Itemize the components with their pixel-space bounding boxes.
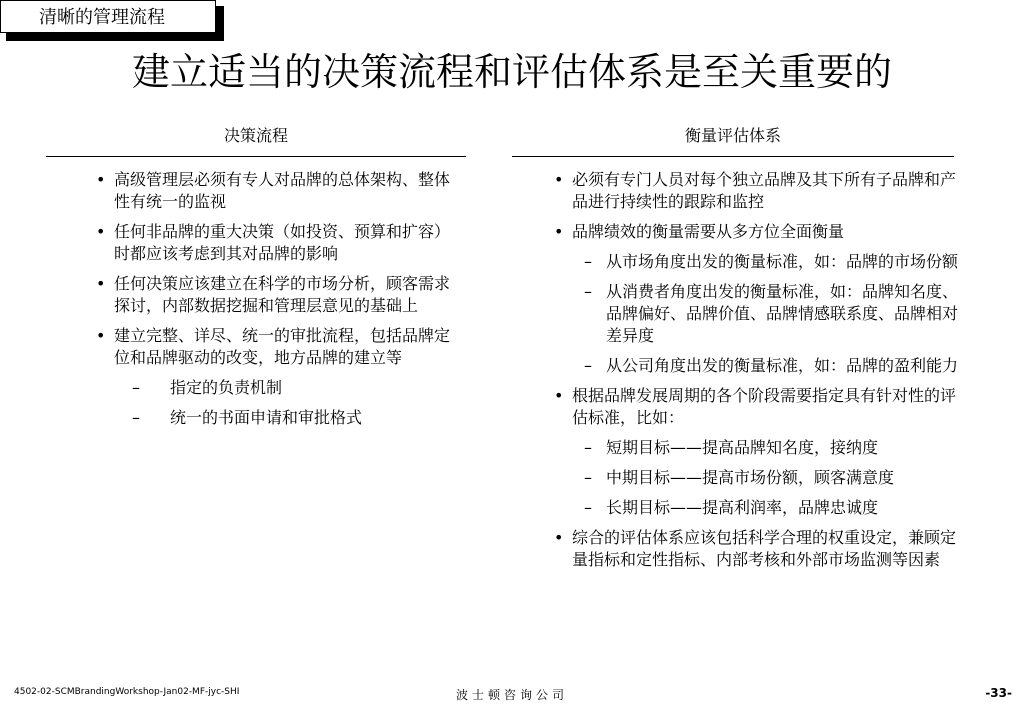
page-number: -33- — [985, 686, 1012, 700]
sub-item-text: 指定的负责机制 — [170, 378, 283, 397]
sub-item — [554, 437, 958, 459]
bullet-icon: • — [554, 386, 564, 405]
decision-process-column — [46, 126, 466, 437]
list-item — [554, 385, 958, 429]
section-tag: 清晰的管理流程 — [0, 0, 216, 33]
bullet-icon: • — [554, 528, 564, 547]
sub-item — [96, 377, 464, 399]
list-item-text: 建立完整、详尽、统一的审批流程，包括品牌定位和品牌驱动的改变，地方品牌的建立等 — [114, 326, 451, 367]
sub-item-text: 从消费者角度出发的衡量标准，如：品牌知名度、品牌偏好、品牌价值、品牌情感联系度、品牌相对差异度 — [606, 282, 959, 345]
bullet-icon: • — [96, 170, 106, 189]
list-item-text: 品牌绩效的衡量需要从多方位全面衡量 — [572, 222, 845, 241]
bullet-icon: • — [554, 170, 564, 189]
dash-icon: – — [132, 408, 140, 427]
decision-process-list — [46, 157, 464, 429]
sub-item — [554, 497, 958, 519]
list-item-text: 任何决策应该建立在科学的市场分析，顾客需求探讨，内部数据挖掘和管理层意见的基础上 — [114, 274, 451, 315]
sub-item — [554, 467, 958, 489]
sub-item-text: 从市场角度出发的衡量标准，如：品牌的市场份额 — [606, 252, 959, 271]
list-item — [96, 273, 464, 317]
dash-icon: – — [584, 252, 592, 271]
list-item-text: 根据品牌发展周期的各个阶段需要指定具有针对性的评估标准，比如： — [572, 386, 957, 427]
list-item — [554, 221, 958, 243]
evaluation-system-column — [512, 126, 959, 579]
footer-company-name: 波士顿咨询公司 — [455, 688, 568, 702]
page-title: 建立适当的决策流程和评估体系是至关重要的 — [131, 50, 892, 94]
list-item — [96, 169, 464, 213]
list-item-text: 任何非品牌的重大决策（如投资、预算和扩容）时都应该考虑到其对品牌的影响 — [114, 222, 451, 263]
sub-item-text: 长期目标——提高利润率，品牌忠诚度 — [606, 498, 879, 517]
dash-icon: – — [584, 282, 592, 301]
sub-item — [554, 251, 958, 273]
list-item-text: 综合的评估体系应该包括科学合理的权重设定，兼顾定量指标和定性指标、内部考核和外部市场监测等因素 — [572, 528, 957, 569]
sub-item — [554, 355, 958, 377]
list-item — [554, 527, 958, 571]
sub-item-text: 统一的书面申请和审批格式 — [170, 408, 363, 427]
sub-item — [96, 407, 464, 429]
bullet-icon: • — [96, 326, 106, 345]
footer-file-reference: 4502-02-SCMBrandingWorkshop-Jan02-MF-jyc-SHI — [14, 687, 240, 697]
dash-icon: – — [584, 498, 592, 517]
dash-icon: – — [584, 468, 592, 487]
sub-item-text: 从公司角度出发的衡量标准，如：品牌的盈利能力 — [606, 356, 959, 375]
sub-item-text: 中期目标——提高市场份额，顾客满意度 — [606, 468, 895, 487]
bullet-icon: • — [96, 222, 106, 241]
list-item-text: 高级管理层必须有专人对品牌的总体架构、整体性有统一的监视 — [114, 170, 451, 211]
list-item-text: 必须有专门人员对每个独立品牌及其下所有子品牌和产品进行持续性的跟踪和监控 — [572, 170, 957, 211]
list-item — [96, 325, 464, 369]
column-heading-decision: 决策流程 — [46, 126, 466, 157]
list-item — [96, 221, 464, 265]
sub-item — [554, 281, 958, 347]
list-item — [554, 169, 958, 213]
evaluation-system-list — [512, 157, 958, 571]
dash-icon: – — [584, 356, 592, 375]
dash-icon: – — [584, 438, 592, 457]
dash-icon: – — [132, 378, 140, 397]
column-heading-evaluation: 衡量评估体系 — [512, 126, 954, 157]
bullet-icon: • — [96, 274, 106, 293]
bullet-icon: • — [554, 222, 564, 241]
sub-item-text: 短期目标——提高品牌知名度，接纳度 — [606, 438, 879, 457]
